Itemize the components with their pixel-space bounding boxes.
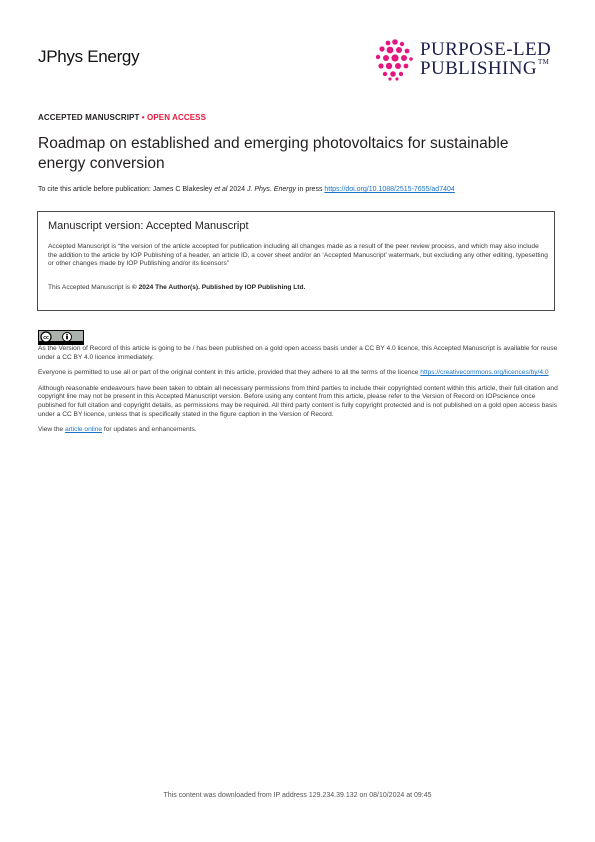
cc-by-icon [38,330,84,345]
citation-et-al: et al [214,186,228,193]
citation-year: 2024 [227,186,247,193]
status-separator: • [139,113,148,122]
license-paragraph-1: As the Version of Record of this article is going to be / has been published on a gold open access basis under a CC BY 4.0 licence, this Accepted Manuscript is available for reuse under a CC BY 4.0 licence immediately. [38,345,558,361]
license-paragraph-3: Although reasonable endeavours have been taken to obtain all necessary permissions from third parties to include their copyrighted content within this article, their full citation and copyright line may not be present in this Accepted Manuscript version. Before using any content from this article, please refer to the Version of Record on IOPscience once published for full citation and copyright details, as permissions may be required. All third party content is fully copyright protected and is not published on a gold open access basis under a CC BY licence, unless that is specifically stated in the figure caption in the Version of Record. [38,384,558,418]
license-p4-after: for updates and enhancements. [102,426,197,434]
manuscript-version-heading: Manuscript version: Accepted Manuscript [48,220,249,232]
citation-in-press: in press [295,186,325,193]
status-open-access: OPEN ACCESS [147,113,207,122]
license-text [38,345,558,442]
citation-prefix: To cite this article before publication: James C Blakesley [38,186,215,193]
download-footer: This content was downloaded from IP address 129.234.39.132 on 08/10/2024 at 09:45 [163,792,432,799]
copyright-line [48,284,305,291]
status-line [38,113,206,122]
manuscript-version-box [37,211,555,311]
license-paragraph-4 [38,426,558,435]
copyright-prefix: This Accepted Manuscript is [48,284,132,291]
logo-dots-icon [374,39,414,81]
citation-journal: J. Phys. Energy [246,186,296,193]
doi-link[interactable]: https://doi.org/10.1088/2515-7655/ad7404 [324,186,455,193]
manuscript-definition: Accepted Manuscript is “the version of the article accepted for publication including all changes made as a result of the peer review process, and which may also include the addition to the article by IOP Publishing of a header, an article ID, a cover sheet and/or an ‘Accepted Manuscript’ watermark, but excluding any other editing, typesetting or other changes made by IOP Publishing and/or its licensors” [48,243,548,268]
logo-line2 [420,58,549,80]
citation-line [38,186,455,193]
article-online-link[interactable]: article online [65,426,103,434]
licence-link[interactable]: https://creativecommons.org/licences/by/4.0 [420,369,549,377]
license-p2-text: Everyone is permitted to use all or part of the original content in this article, provided that they adhere to all the terms of the licence [38,369,421,377]
logo-line1: PURPOSE-LED [420,39,552,60]
logo-line2-text: PUBLISHING [420,58,537,79]
logo-trademark: TM [537,58,550,66]
journal-name: JPhys Energy [38,47,140,66]
license-paragraph-2 [38,369,558,378]
copyright-statement: © 2024 The Author(s). Published by IOP Publishing Ltd. [131,284,306,291]
license-p4-before: View the [38,426,66,434]
cc-by-icon-graphic [39,331,83,344]
article-title: Roadmap on established and emerging photovoltaics for sustainable energy conversion [38,135,509,172]
status-accepted: ACCEPTED MANUSCRIPT [38,113,140,122]
svg-text:cc: cc [43,335,49,341]
publisher-logo [374,39,564,81]
